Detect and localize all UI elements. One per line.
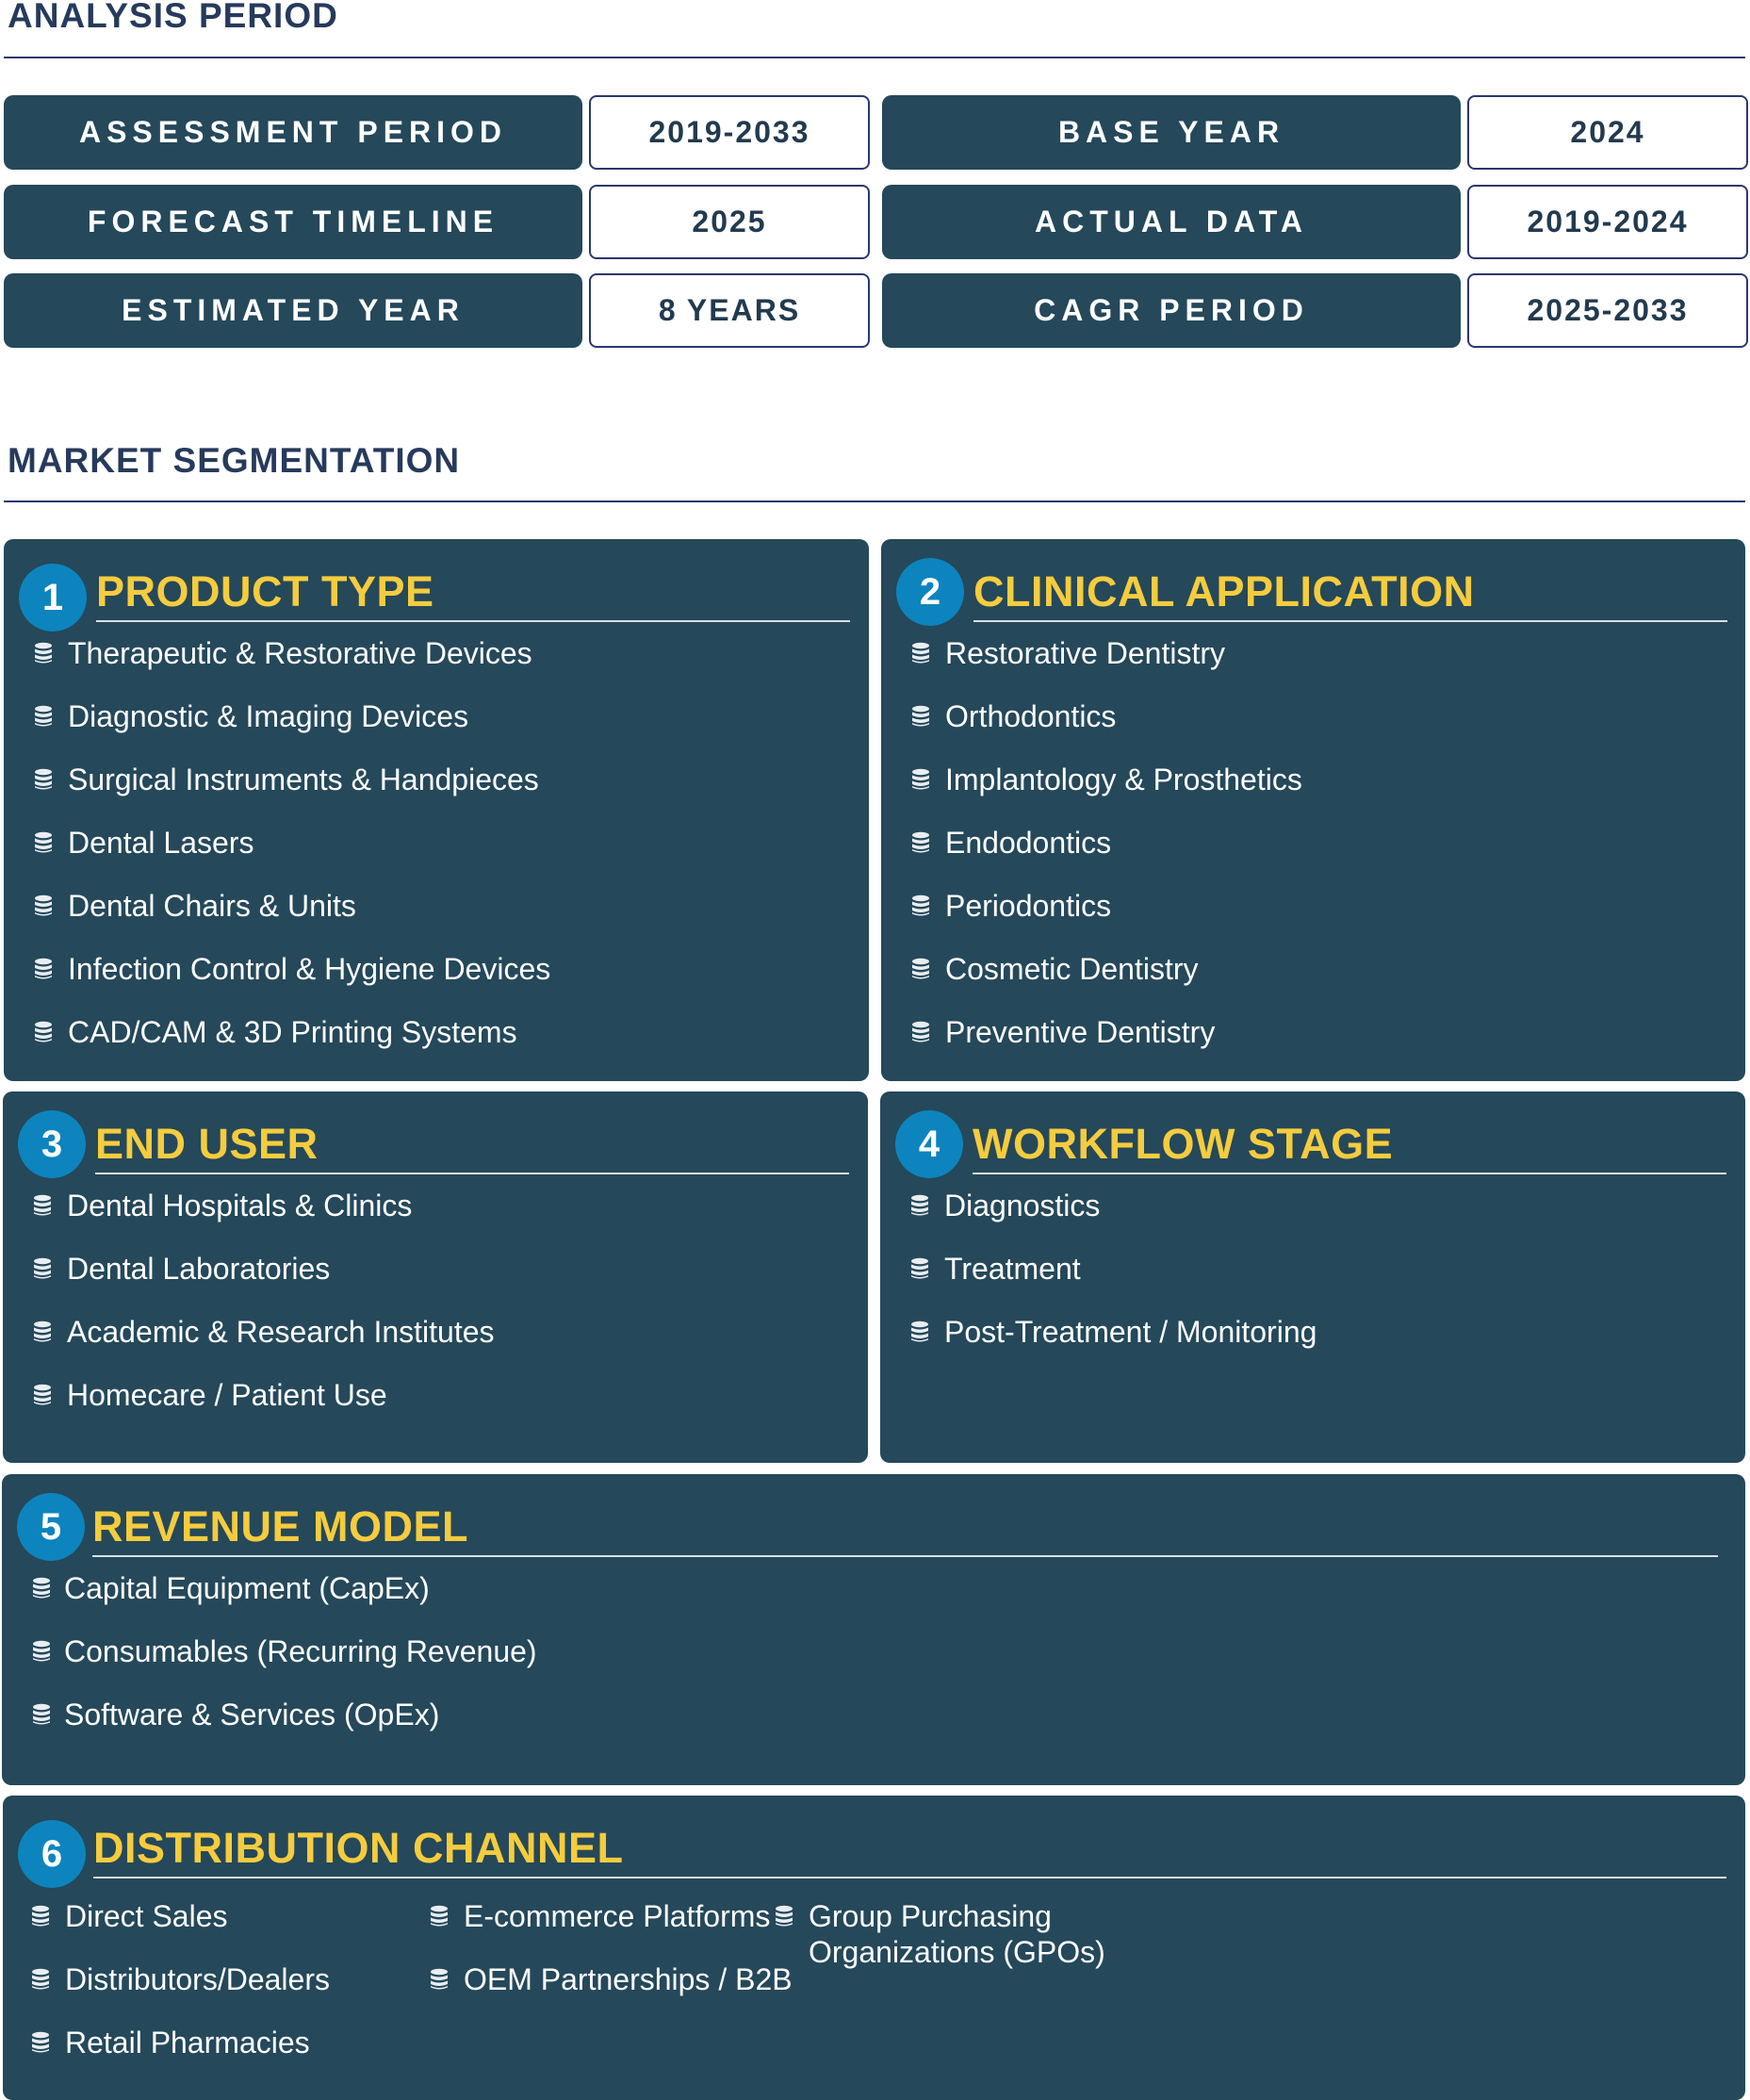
market-segmentation-divider <box>4 500 1745 502</box>
database-icon <box>911 831 930 854</box>
segment-title-underline <box>93 1877 1726 1879</box>
database-icon <box>34 958 53 980</box>
database-icon <box>911 768 930 791</box>
segment-number-badge: 4 <box>895 1110 963 1178</box>
segment-item: OEM Partnerships / B2B <box>464 1962 793 1996</box>
database-icon <box>911 642 930 664</box>
database-icon <box>33 1257 52 1280</box>
segment-card-workflow-stage <box>880 1091 1745 1463</box>
segment-item: Distributors/Dealers <box>65 1962 330 1996</box>
segment-number-badge: 3 <box>18 1110 86 1178</box>
database-icon <box>31 1905 50 1928</box>
segment-item: Dental Chairs & Units <box>68 889 356 923</box>
actual-data-label: ACTUAL DATA <box>882 185 1461 259</box>
assessment-period-label: ASSESSMENT PERIOD <box>4 95 582 170</box>
segment-item: Consumables (Recurring Revenue) <box>64 1634 537 1668</box>
segment-title-underline <box>973 1173 1726 1174</box>
segment-title: END USER <box>95 1120 319 1168</box>
segment-item: Group Purchasing Organizations (GPOs) <box>809 1899 1105 1969</box>
segment-title: DISTRIBUTION CHANNEL <box>93 1824 624 1872</box>
segment-item: Implantology & Prosthetics <box>945 763 1302 796</box>
segment-number-badge: 5 <box>17 1493 85 1561</box>
database-icon <box>34 642 53 664</box>
database-icon <box>910 1321 929 1343</box>
database-icon <box>32 1640 51 1663</box>
segment-card-end-user <box>3 1091 868 1463</box>
segment-item: Dental Lasers <box>68 826 254 860</box>
segment-item: Periodontics <box>945 889 1112 923</box>
segment-number-badge: 1 <box>19 564 87 632</box>
segment-item: Preventive Dentistry <box>945 1015 1216 1049</box>
segment-item: Academic & Research Institutes <box>67 1315 495 1349</box>
database-icon <box>910 1194 929 1217</box>
database-icon <box>430 1905 449 1928</box>
segment-item: Diagnostic & Imaging Devices <box>68 699 469 733</box>
assessment-period-value: 2019-2033 <box>589 95 870 170</box>
database-icon <box>430 1968 449 1991</box>
segment-title: PRODUCT TYPE <box>96 567 434 615</box>
market-segmentation-heading: MARKET SEGMENTATION <box>8 441 461 480</box>
estimated-year-label: ESTIMATED YEAR <box>4 273 582 348</box>
base-year-value: 2024 <box>1467 95 1748 170</box>
database-icon <box>33 1321 52 1343</box>
segment-item: Homecare / Patient Use <box>67 1378 387 1412</box>
forecast-timeline-value: 2025 <box>589 185 870 259</box>
segment-number-badge: 2 <box>896 558 964 626</box>
database-icon <box>31 2031 50 2054</box>
segment-item: Surgical Instruments & Handpieces <box>68 763 539 796</box>
segment-item: Cosmetic Dentistry <box>945 952 1199 986</box>
database-icon <box>911 958 930 980</box>
database-icon <box>32 1703 51 1726</box>
forecast-timeline-label: FORECAST TIMELINE <box>4 185 582 259</box>
database-icon <box>34 705 53 728</box>
segment-item: Treatment <box>944 1252 1081 1286</box>
database-icon <box>911 705 930 728</box>
actual-data-value: 2019-2024 <box>1467 185 1748 259</box>
segment-card-revenue-model <box>2 1474 1745 1785</box>
segment-number-badge: 6 <box>18 1820 86 1888</box>
estimated-year-value: 8 YEARS <box>589 273 870 348</box>
segment-item: Software & Services (OpEx) <box>64 1698 440 1731</box>
segment-item: Capital Equipment (CapEx) <box>64 1571 430 1605</box>
database-icon <box>34 768 53 791</box>
segment-title: CLINICAL APPLICATION <box>973 567 1475 615</box>
segment-item: Therapeutic & Restorative Devices <box>68 636 532 670</box>
analysis-period-heading: ANALYSIS PERIOD <box>8 0 338 35</box>
database-icon <box>32 1577 51 1600</box>
segment-title-underline <box>95 1173 849 1174</box>
segment-card-distribution-channel <box>3 1796 1745 2100</box>
segment-item: E-commerce Platforms <box>464 1899 771 1933</box>
database-icon <box>34 894 53 917</box>
database-icon <box>910 1257 929 1280</box>
cagr-period-value: 2025-2033 <box>1467 273 1748 348</box>
segment-item: Direct Sales <box>65 1899 228 1933</box>
segment-item: Diagnostics <box>944 1189 1101 1222</box>
segment-card-product-type <box>4 539 869 1081</box>
database-icon <box>34 1021 53 1043</box>
segment-item: Post-Treatment / Monitoring <box>944 1315 1317 1349</box>
analysis-period-divider <box>4 57 1745 58</box>
database-icon <box>775 1905 793 1928</box>
segment-title-underline <box>92 1555 1718 1557</box>
segment-title-underline <box>973 620 1727 622</box>
segment-item: Retail Pharmacies <box>65 2026 310 2059</box>
segment-title-underline <box>96 620 850 622</box>
segment-item: Infection Control & Hygiene Devices <box>68 952 551 986</box>
segment-title: REVENUE MODEL <box>92 1502 469 1550</box>
segment-title: WORKFLOW STAGE <box>973 1120 1394 1168</box>
segment-item: Dental Hospitals & Clinics <box>67 1189 413 1222</box>
cagr-period-label: CAGR PERIOD <box>882 273 1461 348</box>
segment-item: CAD/CAM & 3D Printing Systems <box>68 1015 517 1049</box>
segment-item: Endodontics <box>945 826 1112 860</box>
database-icon <box>34 831 53 854</box>
database-icon <box>31 1968 50 1991</box>
database-icon <box>33 1194 52 1217</box>
database-icon <box>33 1384 52 1406</box>
segment-card-clinical-application <box>881 539 1745 1081</box>
segment-item: Orthodontics <box>945 699 1117 733</box>
database-icon <box>911 894 930 917</box>
base-year-label: BASE YEAR <box>882 95 1461 170</box>
segment-item: Restorative Dentistry <box>945 636 1225 670</box>
segment-item: Dental Laboratories <box>67 1252 331 1286</box>
database-icon <box>911 1021 930 1043</box>
